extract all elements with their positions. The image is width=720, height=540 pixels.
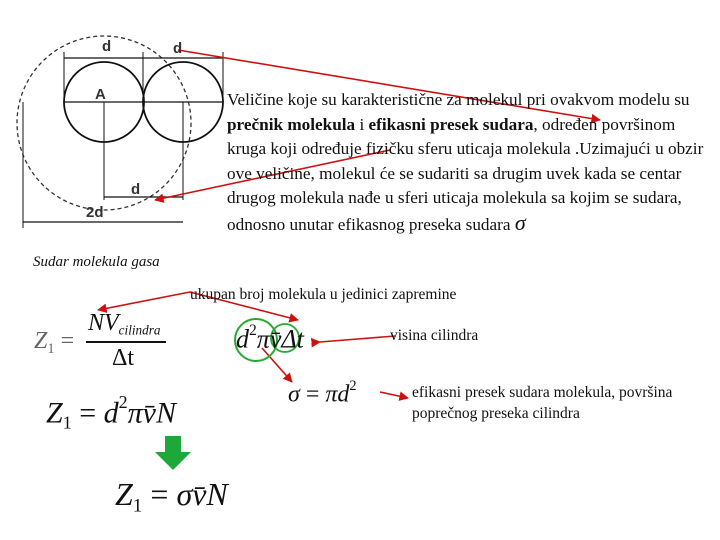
note-cross-section-line2: poprečnog preseka cilindra bbox=[412, 405, 580, 422]
note-cylinder-height: visina cilindra bbox=[390, 327, 479, 344]
arrow-n-to-N bbox=[98, 292, 190, 310]
description-paragraph bbox=[227, 88, 715, 237]
down-arrow-icon bbox=[155, 436, 191, 470]
para-text-1: Veličine koje su karakteristične za molekul pri ovakvom modelu su bbox=[227, 90, 690, 109]
para-text-2: i bbox=[355, 114, 369, 134]
formula-1-lhs: $Z_1$ = bbox=[34, 328, 75, 358]
formula-1-numerator: $NV_{cilindra}$ bbox=[88, 310, 161, 338]
arrow-height bbox=[320, 336, 395, 342]
para-text-3: , određen površinom kruga koji određuje fizičku sferu uticaja molekula .Uzimajući u obzir ove veličine, molekul će se sudariti sa drugim uvek kada se centar drugog molekula nađe u sferi uticaja molekula sa kojim se sudara, odnosno unutar efikasnog preseka sudara bbox=[227, 114, 704, 234]
arrow-sigma-note bbox=[380, 392, 408, 398]
para-bold-cross-section: efikasni presek sudara bbox=[368, 114, 534, 134]
label-d-inner: d bbox=[131, 181, 141, 198]
para-bold-diameter: prečnik molekula bbox=[227, 114, 356, 134]
label-d-top-right: d bbox=[173, 40, 183, 57]
label-d-top-left: d bbox=[102, 38, 112, 55]
para-sigma: σ bbox=[514, 209, 526, 235]
formula-1-denominator: Δt bbox=[112, 345, 135, 371]
formula-2: $d^2\pi v̄\Delta t$ bbox=[236, 322, 304, 354]
note-n-volume: ukupan broj molekula u jedinici zapremine bbox=[190, 286, 457, 303]
formula-5: $Z_1$ = σv̄N bbox=[115, 476, 228, 517]
note-cross-section-line1: efikasni presek sudara molekula, površina bbox=[412, 384, 673, 401]
formula-1-fraction-bar bbox=[86, 341, 166, 343]
label-a: A bbox=[95, 86, 106, 103]
label-2d: 2d bbox=[86, 204, 104, 221]
formula-4: $Z_1$ = $d^2\pi v̄N$ bbox=[46, 392, 176, 433]
diagram-caption: Sudar molekula gasa bbox=[33, 254, 160, 270]
note-cross-section bbox=[412, 382, 672, 424]
formula-3: $\sigma = \pi d^2$ bbox=[288, 378, 357, 408]
